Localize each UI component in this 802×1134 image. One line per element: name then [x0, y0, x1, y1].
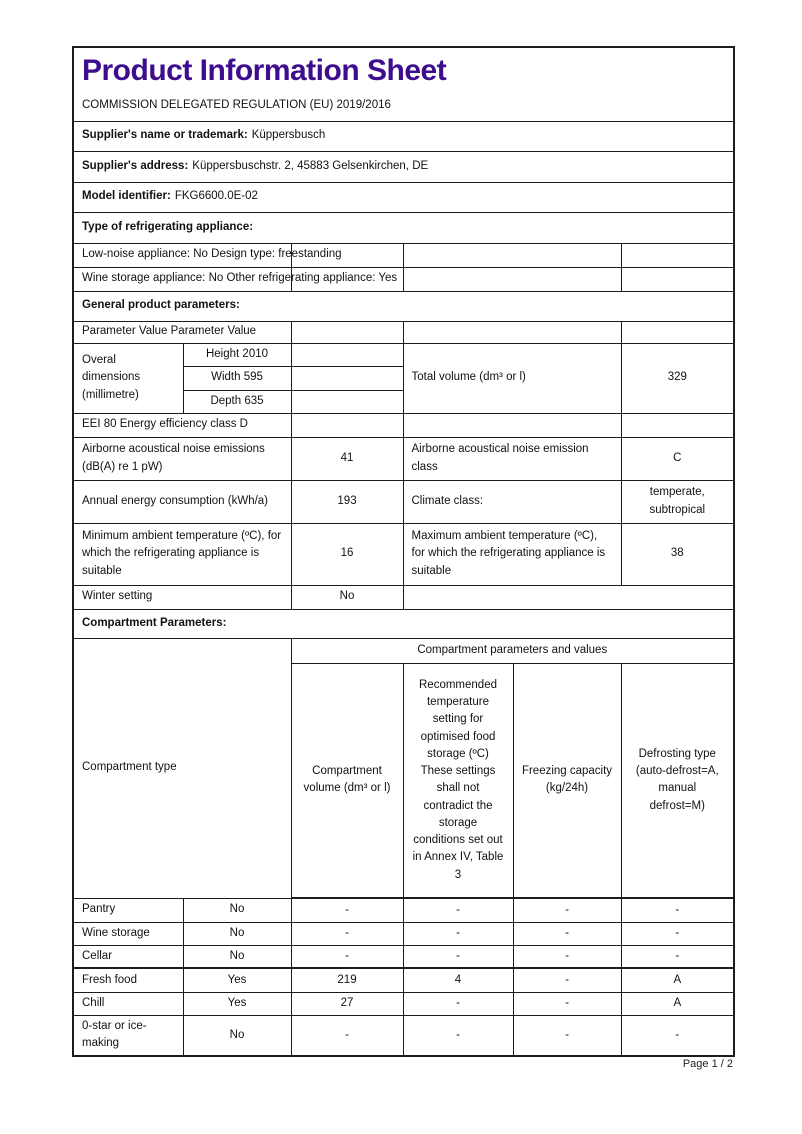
compartment-freezing: - [513, 992, 621, 1015]
table-row-zero-star [73, 1015, 734, 1056]
compartment-defrost: A [621, 968, 734, 992]
empty-cell [621, 321, 734, 343]
compartment-present: Yes [183, 992, 291, 1015]
title-row [73, 47, 734, 121]
compartment-freezing: - [513, 1015, 621, 1056]
compartment-parameters-group-header: Compartment parameters and values [291, 638, 734, 663]
empty-cell [621, 413, 734, 437]
eei-row [73, 413, 734, 437]
table-row-fresh-food [73, 968, 734, 992]
type-section-heading-row [73, 212, 734, 243]
supplier-address-label: Supplier's address: [82, 159, 189, 172]
table-row-wine-storage [73, 922, 734, 945]
wine-storage-appliance-row [73, 267, 734, 291]
winter-setting-value: No [291, 585, 403, 609]
dimension-height: Height 2010 [183, 343, 291, 366]
compartment-type: Cellar [73, 945, 183, 968]
noise-emissions-label: Airborne acoustical noise emissions (dB(A) re 1 pW) [73, 437, 291, 480]
empty-cell [621, 267, 734, 291]
dimensions-height-row [73, 343, 734, 366]
min-ambient-temp-value: 16 [291, 523, 403, 585]
supplier-address-value: Küppersbuschstr. 2, 45883 Gelsenkirchen, DE [192, 159, 429, 172]
compartment-type: Pantry [73, 898, 183, 922]
compartment-section-heading: Compartment Parameters: [73, 609, 734, 638]
empty-cell [291, 366, 403, 390]
compartment-temp: - [403, 945, 513, 968]
compartment-temp: - [403, 1015, 513, 1056]
product-information-sheet [72, 46, 733, 1070]
type-section-heading: Type of refrigerating appliance: [73, 212, 734, 243]
winter-setting-label: Winter setting [73, 585, 291, 609]
supplier-name-value: Küppersbusch [251, 129, 326, 142]
empty-cell [403, 585, 734, 609]
empty-cell [291, 321, 403, 343]
max-ambient-temp-value: 38 [621, 523, 734, 585]
ambient-temperature-row [73, 523, 734, 585]
supplier-name-label: Supplier's name or trademark: [82, 129, 248, 142]
energy-climate-row [73, 480, 734, 523]
compartment-temp: - [403, 922, 513, 945]
climate-class-value: temperate, subtropical [621, 480, 734, 523]
compartment-defrost: A [621, 992, 734, 1015]
compartment-section-heading-row [73, 609, 734, 638]
compartment-freezing: - [513, 945, 621, 968]
empty-cell [291, 413, 403, 437]
noise-class-value: C [621, 437, 734, 480]
compartment-type: Fresh food [73, 968, 183, 992]
page-number: Page 1 / 2 [682, 1058, 733, 1070]
defrosting-type-header: Defrosting type (auto-defrost=A, manual defrost=M) [621, 663, 734, 898]
compartment-volume: 27 [291, 992, 403, 1015]
compartment-defrost: - [621, 922, 734, 945]
empty-cell [621, 243, 734, 267]
table-row-pantry [73, 898, 734, 922]
empty-cell [403, 243, 621, 267]
supplier-address-row [73, 151, 734, 182]
general-section-heading-row [73, 291, 734, 321]
compartment-type: 0-star or ice-making [73, 1015, 183, 1056]
compartment-temp: - [403, 992, 513, 1015]
compartment-volume: - [291, 898, 403, 922]
annual-energy-label: Annual energy consumption (kWh/a) [73, 480, 291, 523]
compartment-temp: - [403, 898, 513, 922]
annual-energy-value: 193 [291, 480, 403, 523]
compartment-present: No [183, 922, 291, 945]
compartment-volume: - [291, 945, 403, 968]
compartment-present: No [183, 945, 291, 968]
table-row-cellar [73, 945, 734, 968]
climate-class-label: Climate class: [403, 480, 621, 523]
compartment-freezing: - [513, 922, 621, 945]
empty-cell [403, 267, 621, 291]
compartment-present: No [183, 898, 291, 922]
low-noise-design-type-text: Low-noise appliance: No Design type: freestanding [82, 248, 342, 261]
dimension-depth: Depth 635 [183, 390, 291, 413]
eei-energy-class-text: EEI 80 Energy efficiency class D [82, 418, 248, 431]
noise-row [73, 437, 734, 480]
compartment-defrost: - [621, 945, 734, 968]
compartment-freezing: - [513, 968, 621, 992]
dimension-width: Width 595 [183, 366, 291, 390]
compartment-volume: - [291, 1015, 403, 1056]
model-identifier-value: FKG6600.0E-02 [174, 190, 258, 203]
model-identifier-row [73, 182, 734, 212]
compartment-type: Chill [73, 992, 183, 1015]
total-volume-value: 329 [621, 343, 734, 413]
empty-cell [291, 390, 403, 413]
min-ambient-temp-label: Minimum ambient temperature (ºC), for which the refrigerating appliance is suitable [73, 523, 291, 585]
parameter-value-header: Parameter Value Parameter Value [82, 325, 257, 338]
wine-storage-other-appliance-text: Wine storage appliance: No Other refrigerating appliance: Yes [82, 272, 398, 285]
compartment-present: No [183, 1015, 291, 1056]
empty-cell [403, 413, 621, 437]
compartment-volume: - [291, 922, 403, 945]
supplier-name-row [73, 121, 734, 151]
max-ambient-temp-label: Maximum ambient temperature (ºC), for which the refrigerating appliance is suitable [403, 523, 621, 585]
general-section-heading: General product parameters: [73, 291, 734, 321]
table-row-chill [73, 992, 734, 1015]
compartment-temp: 4 [403, 968, 513, 992]
compartment-defrost: - [621, 898, 734, 922]
winter-setting-row [73, 585, 734, 609]
compartment-volume-header: Compartment volume (dm³ or l) [291, 663, 403, 898]
compartment-type-header: Compartment type [73, 638, 291, 898]
compartment-defrost: - [621, 1015, 734, 1056]
empty-cell [291, 343, 403, 366]
recommended-temperature-header: Recommended temperature setting for optimised food storage (ºC) These settings shall not contradict the storage conditions set out in Annex IV, Table 3 [403, 663, 513, 898]
overall-dimensions-label: Overal dimensions (millimetre) [82, 354, 141, 401]
compartment-freezing: - [513, 898, 621, 922]
parameter-value-header-row [73, 321, 734, 343]
noise-class-label: Airborne acoustical noise emission class [403, 437, 621, 480]
total-volume-label: Total volume (dm³ or l) [403, 343, 621, 413]
freezing-capacity-header: Freezing capacity (kg/24h) [513, 663, 621, 898]
empty-cell [403, 321, 621, 343]
page-title: Product Information Sheet [82, 54, 447, 88]
product-sheet-table [72, 46, 735, 1057]
compartment-present: Yes [183, 968, 291, 992]
compartment-type: Wine storage [73, 922, 183, 945]
noise-emissions-value: 41 [291, 437, 403, 480]
compartment-group-header-row [73, 638, 734, 663]
model-identifier-label: Model identifier: [82, 190, 171, 203]
regulation-subtitle: COMMISSION DELEGATED REGULATION (EU) 2019/2016 [82, 99, 391, 112]
compartment-volume: 219 [291, 968, 403, 992]
low-noise-row [73, 243, 734, 267]
